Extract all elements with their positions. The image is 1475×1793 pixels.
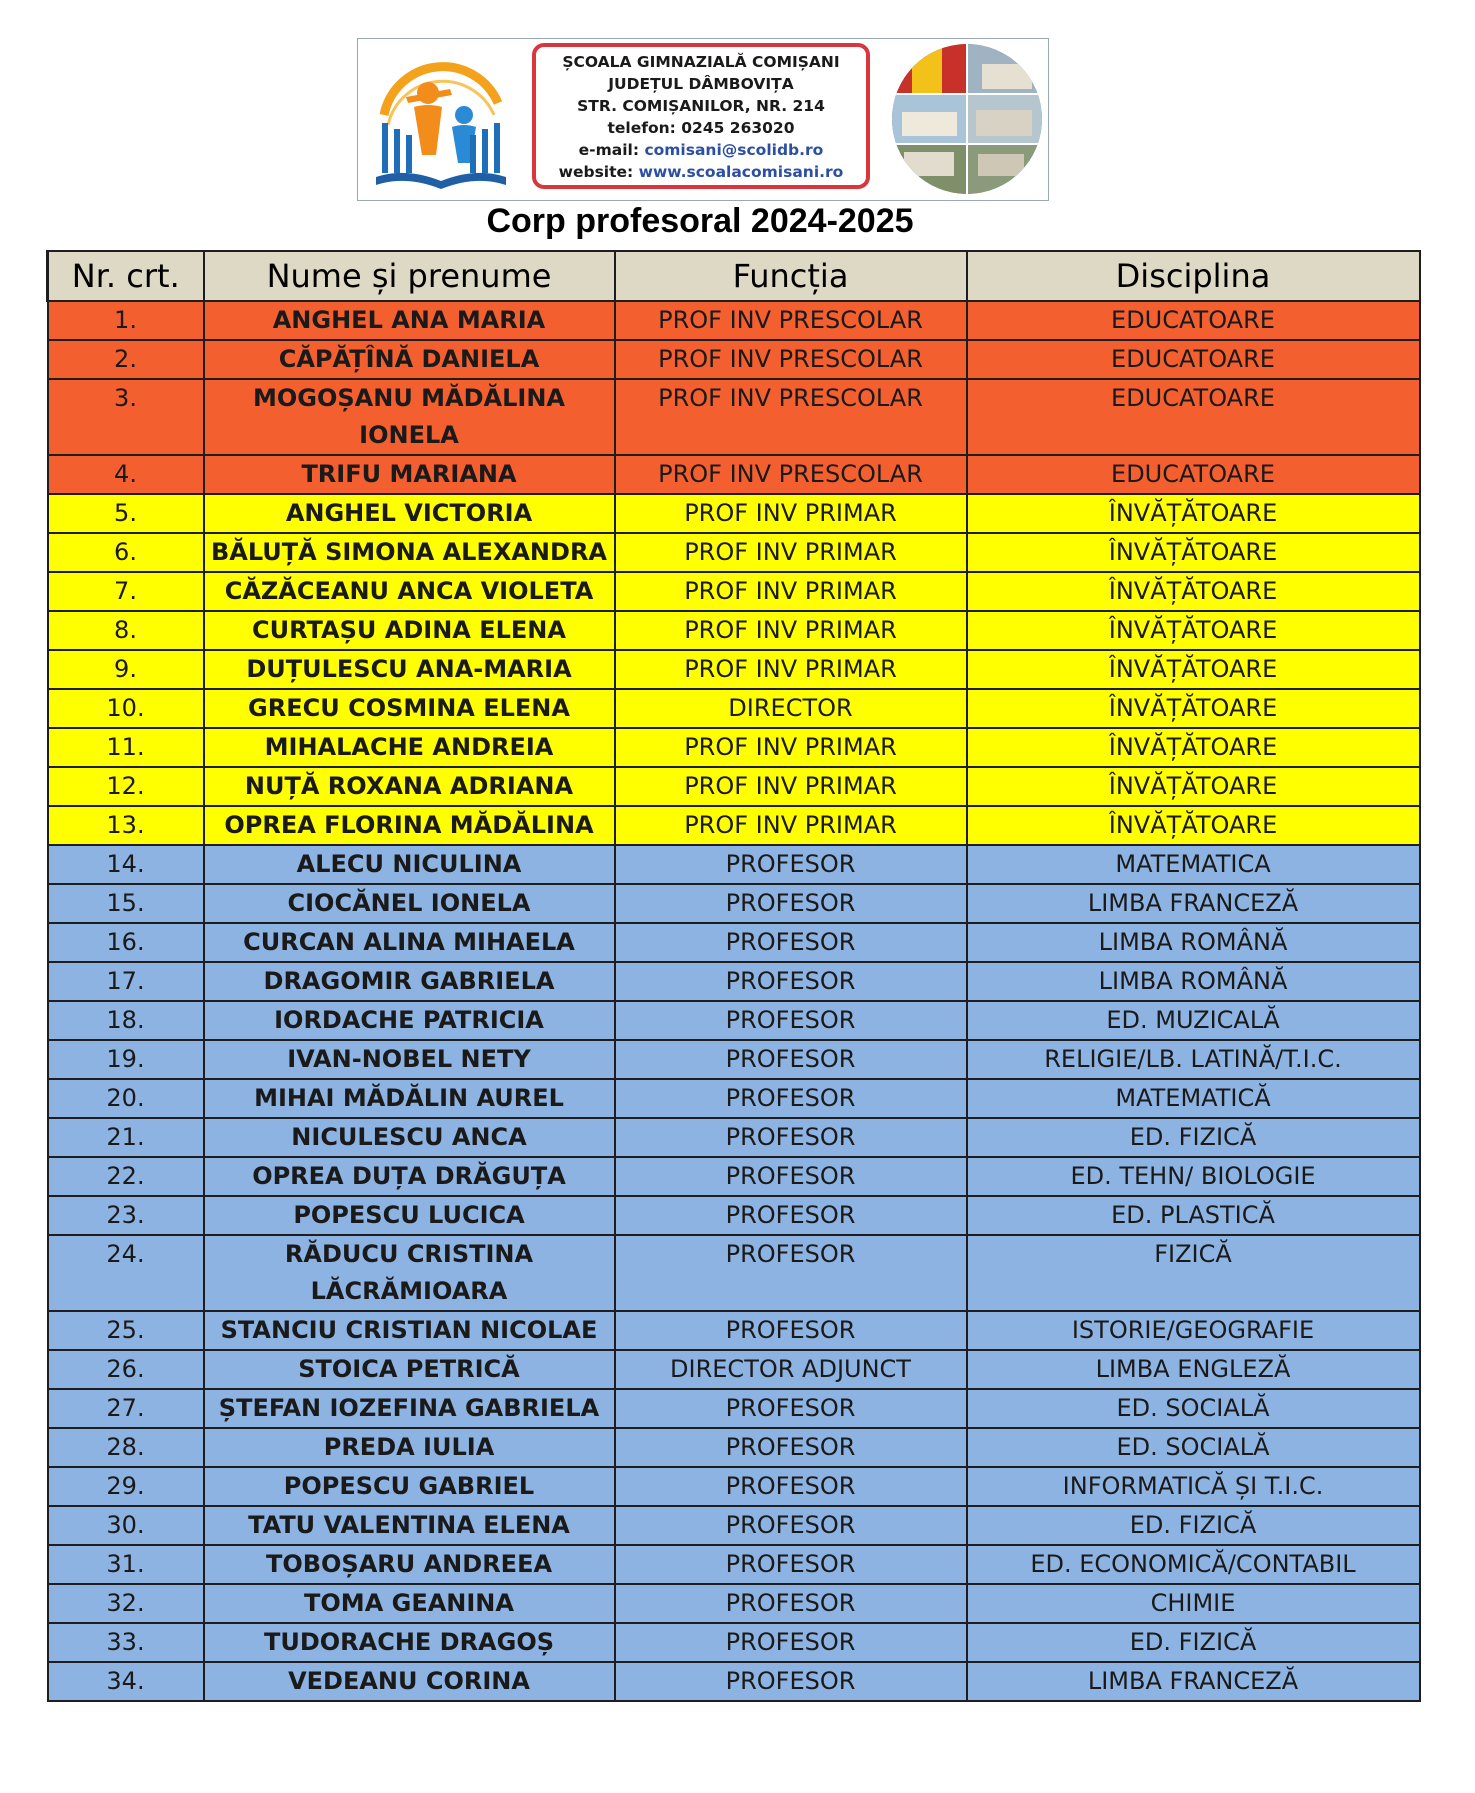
cell-nr: 3. [48,379,204,455]
cell-name: DRAGOMIR GABRIELA [204,962,615,1001]
cell-nr: 34. [48,1662,204,1701]
cell-function: PROF INV PRIMAR [615,611,967,650]
cell-nr: 21. [48,1118,204,1157]
cell-discipline: ÎNVĂȚĂTOARE [967,533,1420,572]
cell-discipline: ED. SOCIALĂ [967,1428,1420,1467]
cell-discipline: LIMBA FRANCEZĂ [967,884,1420,923]
table-row [48,1001,1420,1040]
table-row [48,1350,1420,1389]
cell-function: PROF INV PRIMAR [615,494,967,533]
cell-nr: 23. [48,1196,204,1235]
cell-function: PROFESOR [615,962,967,1001]
cell-nr: 26. [48,1350,204,1389]
cell-name: CĂPĂȚÎNĂ DANIELA [204,340,615,379]
school-contact-box [532,43,870,189]
header-nr: Nr. crt. [48,251,204,301]
cell-discipline: LIMBA ENGLEZĂ [967,1350,1420,1389]
cell-discipline: RELIGIE/LB. LATINĂ/T.I.C. [967,1040,1420,1079]
cell-function: PROF INV PRIMAR [615,572,967,611]
table-row [48,845,1420,884]
cell-nr: 30. [48,1506,204,1545]
cell-discipline: ÎNVĂȚĂTOARE [967,494,1420,533]
cell-function: PROF INV PRIMAR [615,650,967,689]
cell-nr: 33. [48,1623,204,1662]
cell-function: PROFESOR [615,1584,967,1623]
cell-name: ANGHEL ANA MARIA [204,301,615,340]
cell-function: PROF INV PRIMAR [615,728,967,767]
cell-discipline: ED. FIZICĂ [967,1506,1420,1545]
cell-function: DIRECTOR [615,689,967,728]
cell-function: PROFESOR [615,1157,967,1196]
cell-name: TATU VALENTINA ELENA [204,1506,615,1545]
school-address: STR. COMIȘANILOR, NR. 214 [577,97,825,115]
table-body [48,301,1420,1701]
cell-name: CURTAȘU ADINA ELENA [204,611,615,650]
cell-function: PROFESOR [615,1506,967,1545]
cell-name: DUȚULESCU ANA-MARIA [204,650,615,689]
table-row [48,1584,1420,1623]
cell-function: DIRECTOR ADJUNCT [615,1350,967,1389]
table-row [48,379,1420,455]
cell-discipline: LIMBA ROMÂNĂ [967,923,1420,962]
cell-function: PROFESOR [615,923,967,962]
table-row [48,1040,1420,1079]
cell-name: STANCIU CRISTIAN NICOLAE [204,1311,615,1350]
cell-name: TRIFU MARIANA [204,455,615,494]
table-row [48,650,1420,689]
cell-nr: 5. [48,494,204,533]
table-row [48,1506,1420,1545]
staff-table [46,250,1421,1702]
table-row [48,455,1420,494]
cell-function: PROF INV PRESCOLAR [615,301,967,340]
table-row [48,1079,1420,1118]
table-row [48,494,1420,533]
cell-function: PROFESOR [615,1079,967,1118]
table-row [48,611,1420,650]
cell-function: PROFESOR [615,884,967,923]
table-row [48,1118,1420,1157]
cell-name: ALECU NICULINA [204,845,615,884]
header-function: Funcția [615,251,967,301]
cell-name: PREDA IULIA [204,1428,615,1467]
website-label: website: [558,163,634,181]
table-row [48,1467,1420,1506]
table-row [48,533,1420,572]
cell-nr: 32. [48,1584,204,1623]
cell-discipline: ÎNVĂȚĂTOARE [967,806,1420,845]
cell-name: NICULESCU ANCA [204,1118,615,1157]
table-row [48,1428,1420,1467]
table-row [48,767,1420,806]
cell-discipline: EDUCATOARE [967,455,1420,494]
table-row [48,728,1420,767]
table-row [48,572,1420,611]
cell-nr: 1. [48,301,204,340]
school-name: ȘCOALA GIMNAZIALĂ COMIȘANI [562,53,840,71]
cell-discipline: ÎNVĂȚĂTOARE [967,767,1420,806]
cell-function: PROFESOR [615,1623,967,1662]
cell-nr: 28. [48,1428,204,1467]
cell-function: PROFESOR [615,1389,967,1428]
cell-nr: 25. [48,1311,204,1350]
cell-nr: 16. [48,923,204,962]
cell-nr: 24. [48,1235,204,1311]
cell-name: MOGOȘANU MĂDĂLINA IONELA [204,379,615,455]
cell-discipline: ED. MUZICALĂ [967,1001,1420,1040]
table-row [48,923,1420,962]
cell-nr: 10. [48,689,204,728]
cell-function: PROFESOR [615,1311,967,1350]
cell-discipline: MATEMATICA [967,845,1420,884]
cell-name: OPREA DUȚA DRĂGUȚA [204,1157,615,1196]
cell-function: PROF INV PRIMAR [615,533,967,572]
cell-name: RĂDUCU CRISTINA LĂCRĂMIOARA [204,1235,615,1311]
email-link[interactable]: comisani@scolidb.ro [644,141,824,159]
cell-nr: 6. [48,533,204,572]
cell-function: PROFESOR [615,1235,967,1311]
header-name: Nume și prenume [204,251,615,301]
cell-name: POPESCU LUCICA [204,1196,615,1235]
cell-name: ANGHEL VICTORIA [204,494,615,533]
email-label: e-mail: [578,141,640,159]
cell-name: CIOCĂNEL IONELA [204,884,615,923]
cell-function: PROF INV PRESCOLAR [615,379,967,455]
table-row [48,1389,1420,1428]
cell-name: NUȚĂ ROXANA ADRIANA [204,767,615,806]
cell-discipline: EDUCATOARE [967,301,1420,340]
cell-nr: 4. [48,455,204,494]
cell-discipline: ÎNVĂȚĂTOARE [967,650,1420,689]
cell-function: PROFESOR [615,845,967,884]
cell-name: IVAN-NOBEL NETY [204,1040,615,1079]
cell-discipline: ED. PLASTICĂ [967,1196,1420,1235]
cell-nr: 18. [48,1001,204,1040]
cell-name: CĂZĂCEANU ANCA VIOLETA [204,572,615,611]
cell-discipline: FIZICĂ [967,1235,1420,1311]
cell-function: PROFESOR [615,1118,967,1157]
cell-nr: 12. [48,767,204,806]
cell-function: PROF INV PRESCOLAR [615,340,967,379]
cell-name: CURCAN ALINA MIHAELA [204,923,615,962]
cell-nr: 8. [48,611,204,650]
cell-nr: 19. [48,1040,204,1079]
cell-discipline: ED. TEHN/ BIOLOGIE [967,1157,1420,1196]
cell-name: TUDORACHE DRAGOȘ [204,1623,615,1662]
table-row [48,806,1420,845]
cell-name: STOICA PETRICĂ [204,1350,615,1389]
cell-nr: 20. [48,1079,204,1118]
cell-function: PROFESOR [615,1662,967,1701]
cell-nr: 2. [48,340,204,379]
cell-function: PROFESOR [615,1428,967,1467]
cell-nr: 29. [48,1467,204,1506]
table-header-row [48,251,1420,301]
cell-discipline: ÎNVĂȚĂTOARE [967,689,1420,728]
cell-name: TOBOȘARU ANDREEA [204,1545,615,1584]
cell-discipline: EDUCATOARE [967,379,1420,455]
cell-nr: 14. [48,845,204,884]
school-county: JUDEȚUL DÂMBOVIȚA [608,75,794,93]
table-row [48,1157,1420,1196]
table-row [48,1311,1420,1350]
school-photo-collage-icon [892,44,1042,194]
cell-nr: 7. [48,572,204,611]
cell-name: VEDEANU CORINA [204,1662,615,1701]
cell-discipline: ÎNVĂȚĂTOARE [967,611,1420,650]
cell-name: BĂLUȚĂ SIMONA ALEXANDRA [204,533,615,572]
cell-nr: 31. [48,1545,204,1584]
cell-discipline: ED. ECONOMICĂ/CONTABIL [967,1545,1420,1584]
cell-name: GRECU COSMINA ELENA [204,689,615,728]
cell-nr: 27. [48,1389,204,1428]
cell-discipline: ED. FIZICĂ [967,1118,1420,1157]
cell-discipline: LIMBA FRANCEZĂ [967,1662,1420,1701]
cell-discipline: MATEMATICĂ [967,1079,1420,1118]
table-row [48,1623,1420,1662]
cell-function: PROF INV PRESCOLAR [615,455,967,494]
cell-discipline: ÎNVĂȚĂTOARE [967,728,1420,767]
school-email-line [536,139,866,161]
cell-name: MIHALACHE ANDREIA [204,728,615,767]
table-row [48,1545,1420,1584]
cell-discipline: ÎNVĂȚĂTOARE [967,572,1420,611]
cell-name: OPREA FLORINA MĂDĂLINA [204,806,615,845]
header-discipline: Disciplina [967,251,1420,301]
cell-discipline: ED. FIZICĂ [967,1623,1420,1662]
table-row [48,962,1420,1001]
school-website-line [536,161,866,183]
table-row [48,689,1420,728]
school-header-banner [357,38,1049,201]
cell-discipline: INFORMATICĂ ȘI T.I.C. [967,1467,1420,1506]
cell-nr: 13. [48,806,204,845]
cell-function: PROF INV PRIMAR [615,767,967,806]
school-logo-icon [366,45,516,193]
cell-discipline: EDUCATOARE [967,340,1420,379]
cell-name: MIHAI MĂDĂLIN AUREL [204,1079,615,1118]
cell-function: PROFESOR [615,1196,967,1235]
table-row [48,1662,1420,1701]
school-phone: telefon: 0245 263020 [607,119,795,137]
table-row [48,340,1420,379]
cell-name: TOMA GEANINA [204,1584,615,1623]
cell-function: PROFESOR [615,1001,967,1040]
cell-name: ȘTEFAN IOZEFINA GABRIELA [204,1389,615,1428]
cell-discipline: ISTORIE/GEOGRAFIE [967,1311,1420,1350]
cell-name: IORDACHE PATRICIA [204,1001,615,1040]
cell-function: PROFESOR [615,1545,967,1584]
cell-discipline: LIMBA ROMÂNĂ [967,962,1420,1001]
table-row [48,1196,1420,1235]
cell-function: PROFESOR [615,1467,967,1506]
cell-nr: 22. [48,1157,204,1196]
cell-discipline: ED. SOCIALĂ [967,1389,1420,1428]
cell-nr: 15. [48,884,204,923]
cell-nr: 9. [48,650,204,689]
table-row [48,301,1420,340]
table-row [48,1235,1420,1311]
cell-function: PROF INV PRIMAR [615,806,967,845]
cell-name: POPESCU GABRIEL [204,1467,615,1506]
website-link[interactable]: www.scoalacomisani.ro [638,163,844,181]
table-row [48,884,1420,923]
cell-nr: 17. [48,962,204,1001]
cell-nr: 11. [48,728,204,767]
cell-function: PROFESOR [615,1040,967,1079]
cell-discipline: CHIMIE [967,1584,1420,1623]
page-title: Corp profesoral 2024-2025 [486,202,914,240]
